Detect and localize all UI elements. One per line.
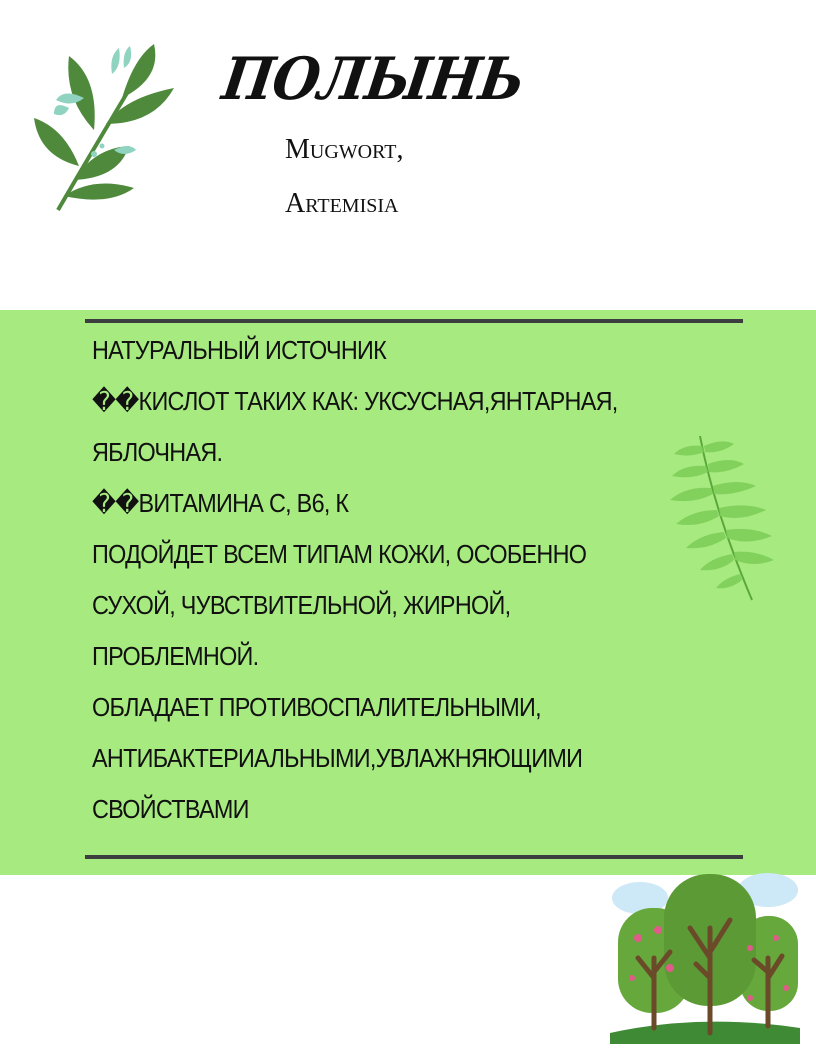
text-line: СУХОЙ, ЧУВСТВИТЕЛЬНОЙ, ЖИРНОЙ, (92, 590, 511, 620)
leaf-branch-icon (24, 38, 184, 218)
divider-bottom (85, 855, 743, 859)
text-line: ЯБЛОЧНАЯ. (92, 437, 223, 467)
text-line: ОБЛАДАЕТ ПРОТИВОСПАЛИТЕЛЬНЫМИ, (92, 692, 541, 722)
page-title: ПОЛЫНЬ (218, 44, 529, 114)
trees-icon (600, 868, 805, 1048)
text-line: ��ВИТАМИНА С, В6, К (92, 488, 349, 518)
subtitle-latin: Artemisia (285, 188, 399, 219)
text-line: ПОДОЙДЕТ ВСЕМ ТИПАМ КОЖИ, ОСОБЕННО (92, 539, 587, 569)
divider-top (85, 319, 743, 323)
fern-leaf-icon (664, 430, 784, 605)
description-text (92, 325, 668, 835)
subtitle-english: Mugwort, (285, 134, 404, 165)
text-line: СВОЙСТВАМИ (92, 794, 249, 824)
text-line: ��КИСЛОТ ТАКИХ КАК: УКСУСНАЯ,ЯНТАРНАЯ, (92, 386, 618, 416)
text-line: ПРОБЛЕМНОЙ. (92, 641, 259, 671)
text-line: АНТИБАКТЕРИАЛЬНЫМИ,УВЛАЖНЯЮЩИМИ (92, 743, 583, 773)
text-line: НАТУРАЛЬНЫЙ ИСТОЧНИК (92, 335, 387, 365)
